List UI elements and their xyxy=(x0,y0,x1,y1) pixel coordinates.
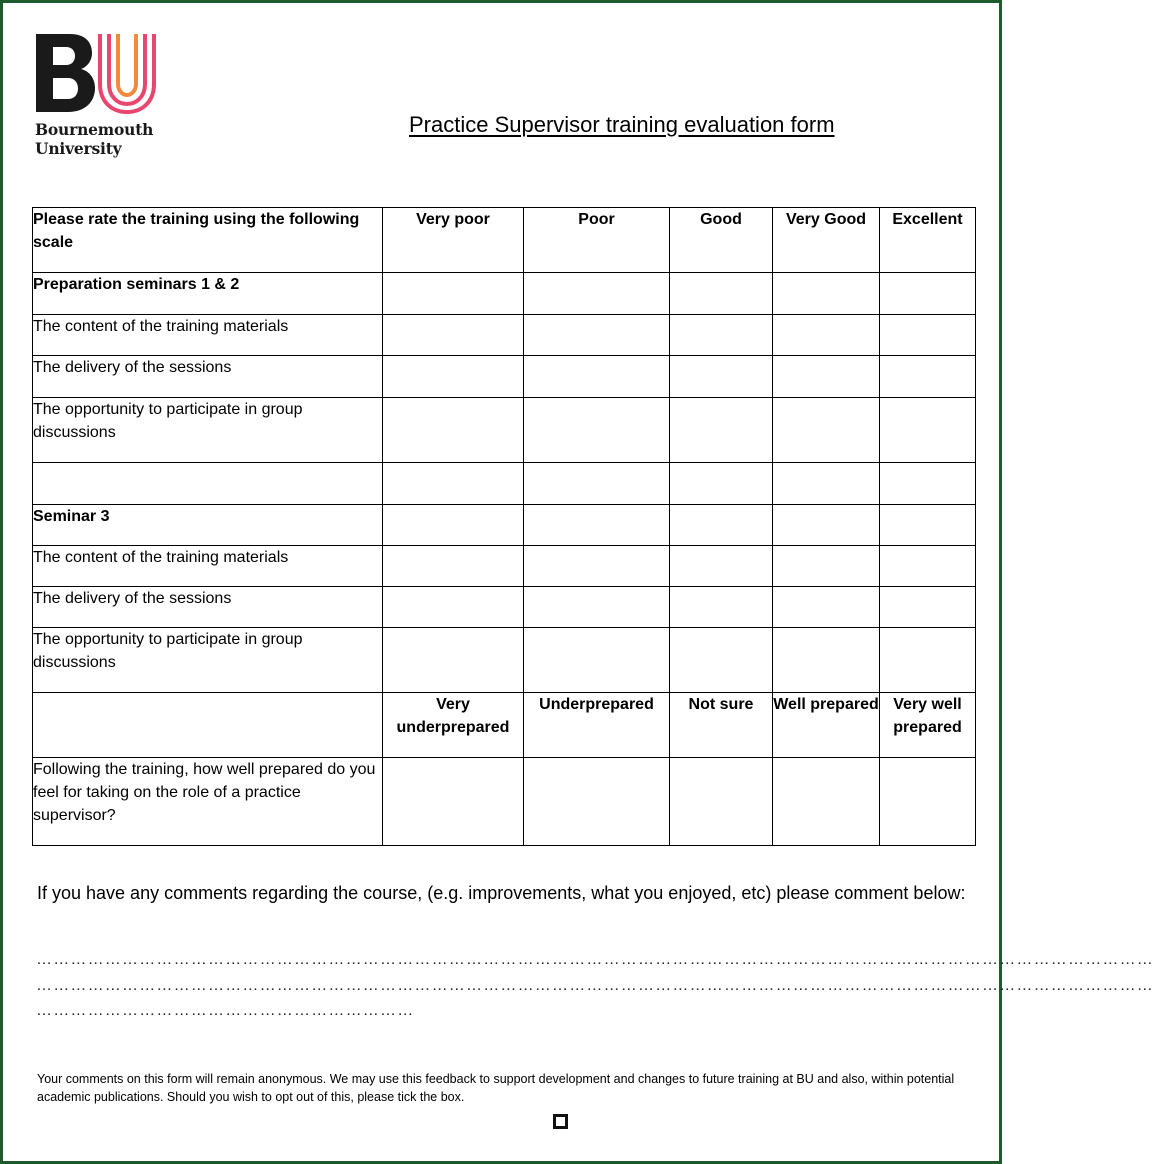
empty-cell xyxy=(33,693,383,758)
column-good: Good xyxy=(670,208,773,273)
question-label: The opportunity to participate in group discussions xyxy=(33,398,383,463)
rating-cell-good[interactable] xyxy=(670,315,773,356)
question-label: The opportunity to participate in group discussions xyxy=(33,628,383,693)
column-very-underprepared: Very underprepared xyxy=(383,693,524,758)
empty-cell xyxy=(880,273,976,315)
empty-cell xyxy=(880,505,976,546)
column-very-well-prepared: Very well prepared xyxy=(880,693,976,758)
rating-cell-excellent[interactable] xyxy=(880,546,976,587)
rating-cell-very-poor[interactable] xyxy=(383,356,524,398)
column-well-prepared: Well prepared xyxy=(773,693,880,758)
rating-cell-very-poor[interactable] xyxy=(383,398,524,463)
empty-cell xyxy=(524,273,670,315)
rating-cell-poor[interactable] xyxy=(524,398,670,463)
prepared-cell-very-underprepared[interactable] xyxy=(383,758,524,846)
question-label: The content of the training materials xyxy=(33,315,383,356)
rating-cell-poor[interactable] xyxy=(524,587,670,628)
question-row xyxy=(33,356,976,398)
question-label: The delivery of the sessions xyxy=(33,356,383,398)
column-not-sure: Not sure xyxy=(670,693,773,758)
section-title-seminars-1-2: Preparation seminars 1 & 2 xyxy=(33,273,383,315)
empty-cell xyxy=(33,463,383,505)
section-title-seminar-3: Seminar 3 xyxy=(33,505,383,546)
rating-cell-very-poor[interactable] xyxy=(383,587,524,628)
column-poor: Poor xyxy=(524,208,670,273)
comments-prompt: If you have any comments regarding the course, (e.g. improvements, what you enjoyed, etc) please comment below: xyxy=(37,883,966,903)
prepared-cell-well-prepared[interactable] xyxy=(773,758,880,846)
prepared-cell-underprepared[interactable] xyxy=(524,758,670,846)
comment-line-2[interactable]: …………………………………………………………………………………………………………………………………………………………………………… xyxy=(36,977,1154,994)
empty-cell xyxy=(773,273,880,315)
rating-cell-poor[interactable] xyxy=(524,546,670,587)
column-very-poor: Very poor xyxy=(383,208,524,273)
evaluation-table xyxy=(32,207,976,846)
university-name xyxy=(35,120,153,158)
rating-cell-excellent[interactable] xyxy=(880,356,976,398)
question-row xyxy=(33,628,976,693)
rating-cell-very-poor[interactable] xyxy=(383,546,524,587)
rating-cell-good[interactable] xyxy=(670,398,773,463)
question-label: The content of the training materials xyxy=(33,546,383,587)
preparedness-question-row xyxy=(33,758,976,846)
rating-header-row xyxy=(33,208,976,273)
question-row xyxy=(33,398,976,463)
question-label: The delivery of the sessions xyxy=(33,587,383,628)
empty-cell xyxy=(383,273,524,315)
question-row xyxy=(33,546,976,587)
university-name-line2: University xyxy=(35,139,122,158)
prepared-cell-very-well-prepared[interactable] xyxy=(880,758,976,846)
empty-cell xyxy=(383,463,524,505)
prepared-cell-not-sure[interactable] xyxy=(670,758,773,846)
rating-cell-excellent[interactable] xyxy=(880,398,976,463)
rating-cell-very-good[interactable] xyxy=(773,315,880,356)
empty-cell xyxy=(383,505,524,546)
rating-scale-prompt: Please rate the training using the following scale xyxy=(33,208,383,273)
empty-cell xyxy=(670,273,773,315)
question-row xyxy=(33,315,976,356)
question-row xyxy=(33,587,976,628)
column-very-good: Very Good xyxy=(773,208,880,273)
rating-cell-poor[interactable] xyxy=(524,356,670,398)
rating-cell-very-good[interactable] xyxy=(773,546,880,587)
rating-cell-very-good[interactable] xyxy=(773,587,880,628)
spacer-row xyxy=(33,463,976,505)
comment-line-3[interactable]: ………………………………………………………… xyxy=(36,1002,415,1019)
rating-cell-excellent[interactable] xyxy=(880,315,976,356)
university-name-line1: Bournemouth xyxy=(35,120,154,139)
rating-cell-very-poor[interactable] xyxy=(383,628,524,693)
bu-logo-mark xyxy=(34,32,164,117)
rating-cell-very-good[interactable] xyxy=(773,628,880,693)
rating-cell-excellent[interactable] xyxy=(880,628,976,693)
column-excellent: Excellent xyxy=(880,208,976,273)
column-underprepared: Underprepared xyxy=(524,693,670,758)
empty-cell xyxy=(880,463,976,505)
empty-cell xyxy=(773,505,880,546)
section-row xyxy=(33,273,976,315)
rating-cell-poor[interactable] xyxy=(524,628,670,693)
rating-cell-very-poor[interactable] xyxy=(383,315,524,356)
empty-cell xyxy=(524,505,670,546)
rating-cell-good[interactable] xyxy=(670,628,773,693)
opt-out-checkbox[interactable] xyxy=(553,1114,568,1129)
preparedness-header-row xyxy=(33,693,976,758)
anonymity-note: Your comments on this form will remain anonymous. We may use this feedback to support development and changes to future training at BU and also, within potential academic publications. Should you wish to opt out of this, please tick the box. xyxy=(37,1072,955,1104)
comment-line-1[interactable]: …………………………………………………………………………………………………………………………………………………………………………… xyxy=(36,951,1154,968)
rating-cell-excellent[interactable] xyxy=(880,587,976,628)
rating-cell-very-good[interactable] xyxy=(773,356,880,398)
empty-cell xyxy=(773,463,880,505)
section-row xyxy=(33,505,976,546)
page-title: Practice Supervisor training evaluation form xyxy=(409,112,835,137)
empty-cell xyxy=(670,505,773,546)
rating-cell-good[interactable] xyxy=(670,587,773,628)
empty-cell xyxy=(524,463,670,505)
empty-cell xyxy=(670,463,773,505)
rating-cell-good[interactable] xyxy=(670,356,773,398)
rating-cell-poor[interactable] xyxy=(524,315,670,356)
rating-cell-very-good[interactable] xyxy=(773,398,880,463)
rating-cell-good[interactable] xyxy=(670,546,773,587)
preparedness-question: Following the training, how well prepared do you feel for taking on the role of a practice supervisor? xyxy=(33,758,383,846)
